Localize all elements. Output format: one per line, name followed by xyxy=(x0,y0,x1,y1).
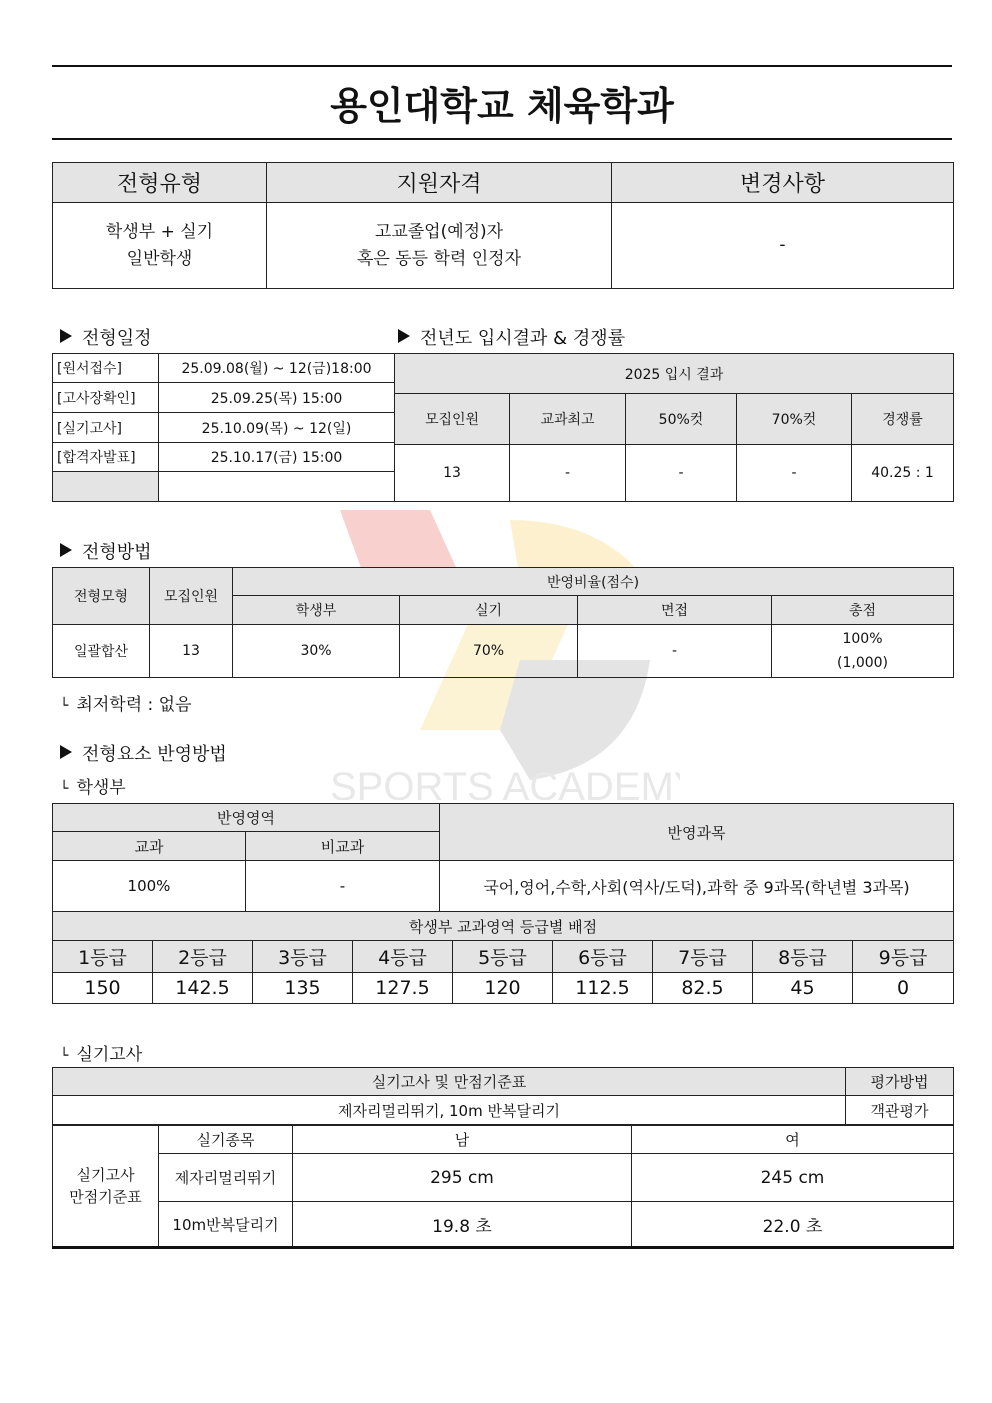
grade-score-table xyxy=(52,911,954,1004)
event-name: 제자리멀리뛰기 xyxy=(159,1154,293,1202)
schedule-table xyxy=(52,353,395,502)
non-subject-value: - xyxy=(246,861,440,912)
elements-heading: 전형요소 반영방법 xyxy=(60,740,227,766)
col-event-header: 실기종목 xyxy=(159,1126,293,1154)
grade-score: 120 xyxy=(453,973,553,1004)
eval-value: 객관평가 xyxy=(846,1096,954,1125)
male-standard: 19.8 초 xyxy=(293,1202,632,1248)
grade-score: 142.5 xyxy=(153,973,253,1004)
method-total: 100% xyxy=(842,631,883,647)
header-changes: 변경사항 xyxy=(612,163,954,203)
eval-header: 평가방법 xyxy=(846,1068,954,1096)
record-area-table xyxy=(52,803,954,912)
schedule-label: [실기고사] xyxy=(53,413,159,443)
method-total-score: (1,000) xyxy=(837,655,889,671)
grade-label: 2등급 xyxy=(153,941,253,973)
col-male-header: 남 xyxy=(293,1126,632,1154)
non-subject-header: 비교과 xyxy=(246,832,440,861)
practical-label: └ 실기고사 xyxy=(60,1045,143,1065)
schedule-value: 25.09.25(목) 15:00 xyxy=(159,383,395,413)
schedule-label: [합격자발표] xyxy=(53,443,159,472)
schedule-label: [고사장확인] xyxy=(53,383,159,413)
grade-label: 9등급 xyxy=(853,941,954,973)
grade-label: 6등급 xyxy=(553,941,653,973)
qual-line-2: 혹은 동등 학력 인정자 xyxy=(356,248,521,269)
schedule-value: 25.09.08(월) ~ 12(금)18:00 xyxy=(159,354,395,383)
results-caption: 2025 입시 결과 xyxy=(395,354,954,394)
grade-label: 1등급 xyxy=(53,941,153,973)
results-header: 모집인원 xyxy=(395,394,510,445)
changes-value: - xyxy=(612,203,954,289)
schedule-value: 25.10.17(금) 15:00 xyxy=(159,443,395,472)
method-header-count: 모집인원 xyxy=(150,568,233,625)
practical-standard-table xyxy=(52,1125,954,1249)
method-sub-header: 면접 xyxy=(578,596,772,625)
results-value: 13 xyxy=(395,445,510,502)
side-label: 실기고사 xyxy=(76,1166,135,1184)
results-header: 경쟁률 xyxy=(852,394,954,445)
practical-table-header: 실기고사 및 만점기준표 xyxy=(53,1068,846,1096)
method-sub-header: 학생부 xyxy=(233,596,400,625)
results-table xyxy=(394,353,954,502)
schedule-heading: 전형일정 xyxy=(60,324,152,350)
male-standard: 295 cm xyxy=(293,1154,632,1202)
female-standard: 22.0 초 xyxy=(632,1202,954,1248)
method-count: 13 xyxy=(150,625,233,678)
type-line-2: 일반학생 xyxy=(126,248,193,269)
watermark-text: SPORTS ACADEMY xyxy=(330,765,680,800)
header-type: 전형유형 xyxy=(53,163,267,203)
method-model: 일괄합산 xyxy=(53,625,150,678)
header-qualification: 지원자격 xyxy=(267,163,612,203)
subject-area-value: 100% xyxy=(53,861,246,912)
area-header: 반영영역 xyxy=(53,804,440,832)
method-interview: - xyxy=(578,625,772,678)
female-standard: 245 cm xyxy=(632,1154,954,1202)
subjects-header: 반영과목 xyxy=(440,804,954,861)
grade-label: 3등급 xyxy=(253,941,353,973)
event-name: 10m반복달리기 xyxy=(159,1202,293,1248)
min-requirement-note: └ 최저학력 : 없음 xyxy=(60,695,192,715)
col-female-header: 여 xyxy=(632,1126,954,1154)
subjects-value: 국어,영어,수학,사회(역사/도덕),과학 중 9과목(학년별 3과목) xyxy=(440,861,954,912)
results-heading: 전년도 입시결과 & 경쟁률 xyxy=(398,324,625,350)
results-header: 70%컷 xyxy=(737,394,852,445)
triangle-bullet-icon xyxy=(398,329,410,343)
triangle-bullet-icon xyxy=(60,329,72,343)
grade-score: 127.5 xyxy=(353,973,453,1004)
practical-summary-table xyxy=(52,1067,954,1125)
results-value: - xyxy=(626,445,737,502)
grade-score: 150 xyxy=(53,973,153,1004)
grade-table-title: 학생부 교과영역 등급별 배점 xyxy=(53,912,954,941)
grade-score: 112.5 xyxy=(553,973,653,1004)
side-label: 만점기준표 xyxy=(69,1188,142,1206)
type-line-1: 학생부 + 실기 xyxy=(105,221,214,242)
grade-label: 5등급 xyxy=(453,941,553,973)
results-value: - xyxy=(737,445,852,502)
grade-score: 0 xyxy=(853,973,954,1004)
results-header: 50%컷 xyxy=(626,394,737,445)
grade-label: 4등급 xyxy=(353,941,453,973)
subject-area-header: 교과 xyxy=(53,832,246,861)
grade-score: 82.5 xyxy=(653,973,753,1004)
method-sub-header: 실기 xyxy=(400,596,578,625)
method-heading: 전형방법 xyxy=(60,538,152,564)
results-value: - xyxy=(510,445,626,502)
method-header-model: 전형모형 xyxy=(53,568,150,625)
schedule-value: 25.10.09(목) ~ 12(일) xyxy=(159,413,395,443)
record-label: └ 학생부 xyxy=(60,778,126,798)
page-title: 용인대학교 체육학과 xyxy=(330,84,674,128)
schedule-value xyxy=(159,472,395,502)
method-sub-header: 총점 xyxy=(772,596,954,625)
practical-events: 제자리멀리뛰기, 10m 반복달리기 xyxy=(53,1096,846,1125)
summary-table xyxy=(52,162,954,289)
results-header: 교과최고 xyxy=(510,394,626,445)
qual-line-1: 고교졸업(예정)자 xyxy=(374,221,504,242)
grade-label: 8등급 xyxy=(753,941,853,973)
method-practical: 70% xyxy=(400,625,578,678)
method-table xyxy=(52,567,954,678)
results-value: 40.25 : 1 xyxy=(852,445,954,502)
grade-score: 135 xyxy=(253,973,353,1004)
method-record: 30% xyxy=(233,625,400,678)
schedule-label xyxy=(53,472,159,502)
triangle-bullet-icon xyxy=(60,745,72,759)
grade-score: 45 xyxy=(753,973,853,1004)
triangle-bullet-icon xyxy=(60,543,72,557)
method-header-ratio: 반영비율(점수) xyxy=(233,568,954,596)
grade-label: 7등급 xyxy=(653,941,753,973)
schedule-label: [원서접수] xyxy=(53,354,159,383)
